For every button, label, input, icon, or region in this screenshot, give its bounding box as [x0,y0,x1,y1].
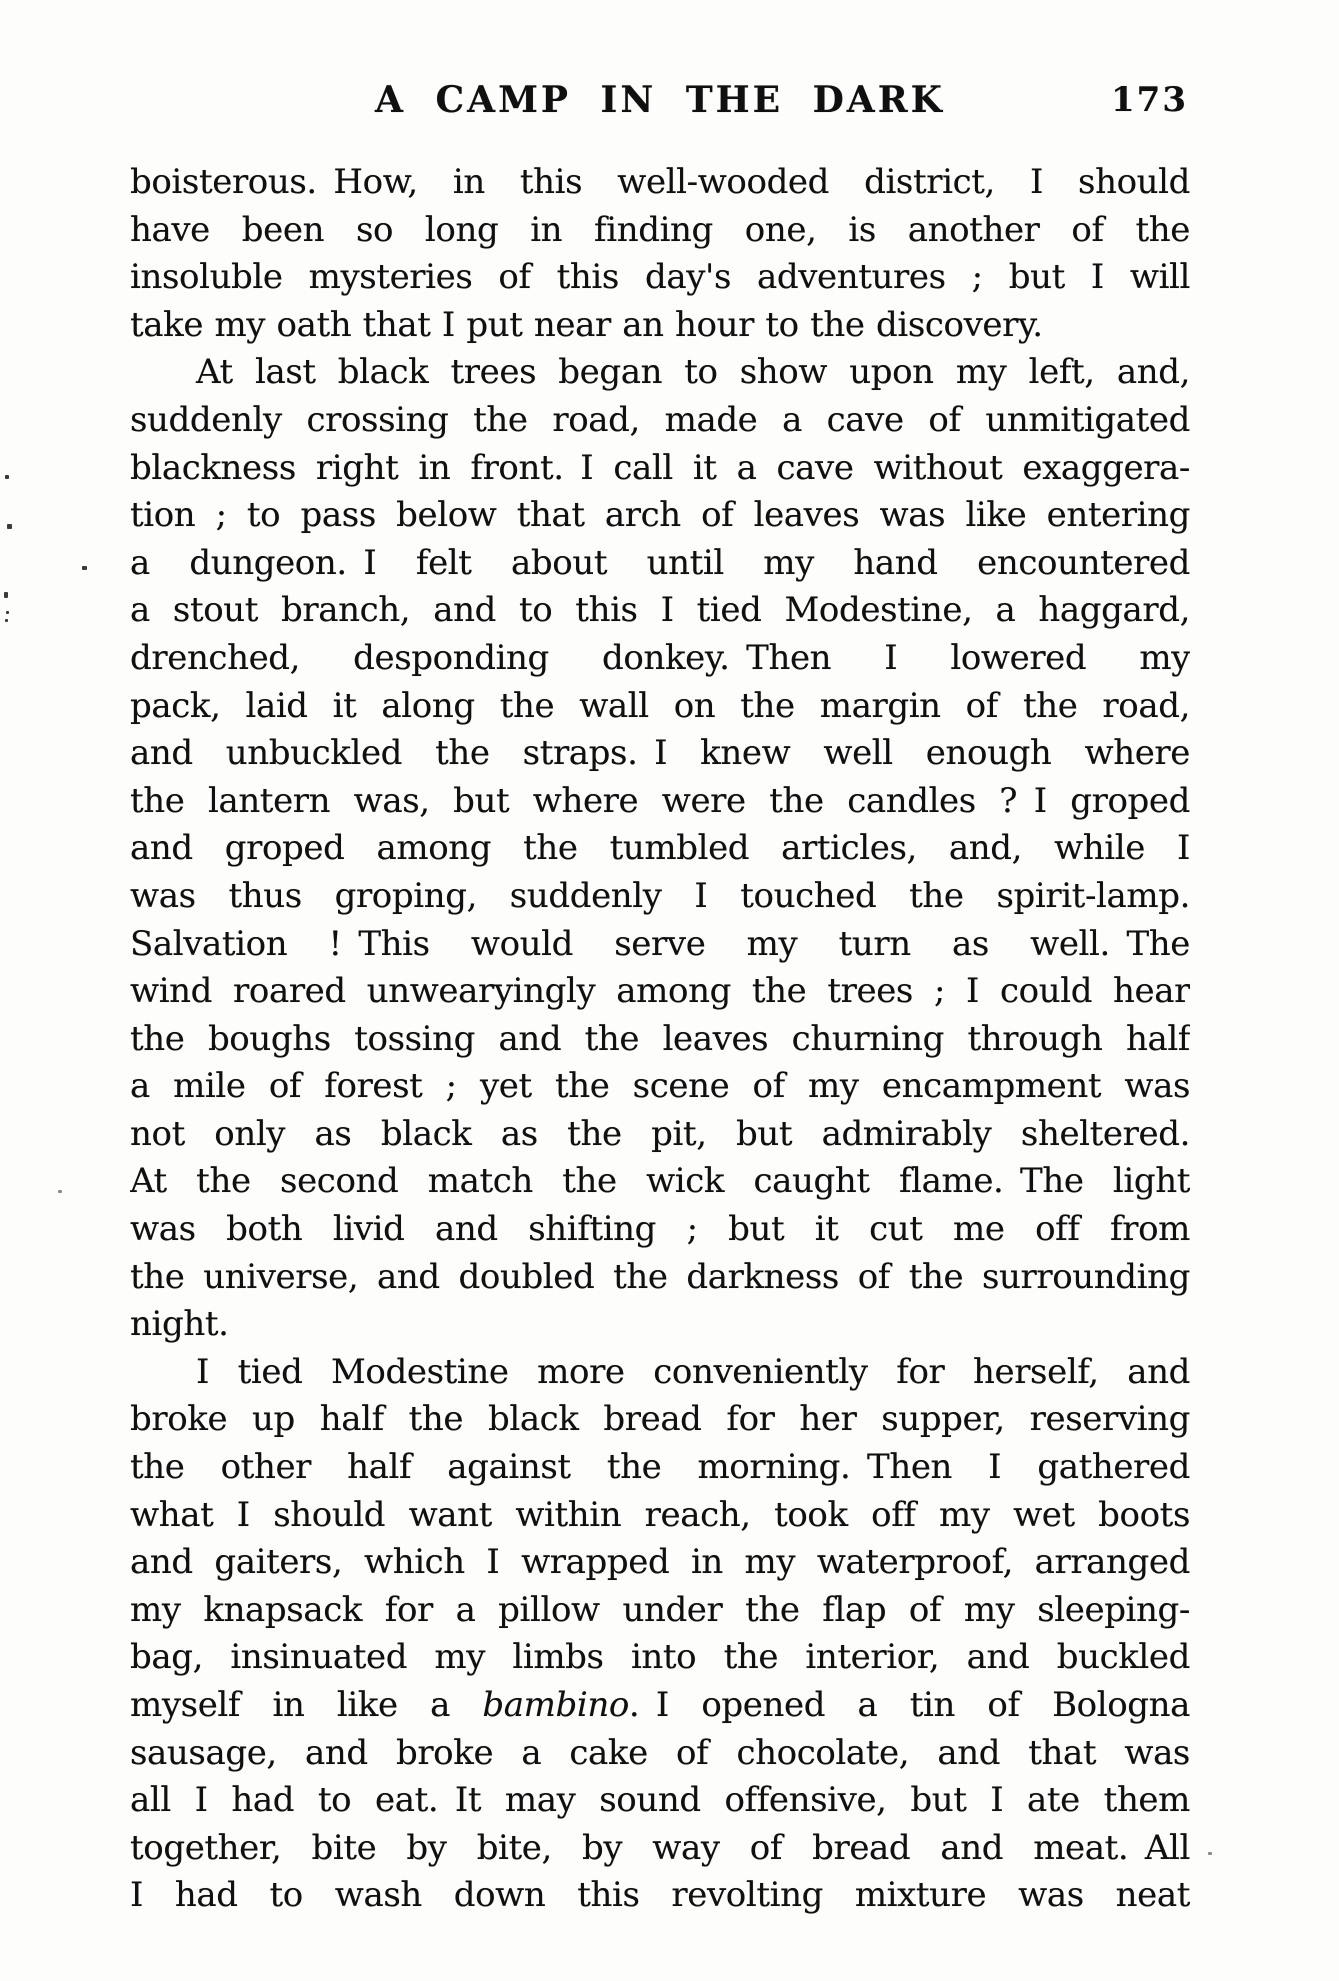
text-line: the boughs tossing and the leaves churning through half [130,1018,1190,1059]
scan-speck [1208,1852,1212,1855]
scan-speck [5,619,8,622]
scan-speck [7,524,12,529]
scan-speck [4,592,8,598]
text-line: sausage, and broke a cake of chocolate, and that was [130,1732,1190,1773]
scan-speck [82,566,87,570]
scan-speck [58,1190,62,1193]
text-line: was both livid and shifting ; but it cut me off from [130,1209,1190,1250]
text-line: was thus groping, suddenly I touched the spirit-lamp. [130,875,1190,916]
text-line: together, bite by bite, by way of bread and meat. All [130,1827,1190,1868]
text-line: Salvation ! This would serve my turn as well. The [130,923,1190,964]
scan-speck [5,475,9,479]
text-line [130,1682,1190,1730]
text-line: At last black trees began to show upon my left, and, [196,352,1190,393]
text-line: boisterous. How, in this well-wooded district, I should [130,162,1190,202]
text-line: insoluble mysteries of this day's adventures ; but I will [130,257,1190,298]
text-line: have been so long in finding one, is another of the [130,209,1190,250]
italic-word: bambino [482,1685,629,1725]
chapter-running-title: A CAMP IN THE DARK [375,79,945,121]
text-line: what I should want within reach, took off my wet boots [130,1494,1190,1535]
text-column [130,0,1190,1920]
text-line: broke up half the black bread for her supper, reserving [130,1399,1190,1440]
text-line: the other half against the morning. Then I gathered [130,1447,1190,1488]
text-segment: myself in like a [130,1685,483,1725]
text-line: a stout branch, and to this I tied Modestine, a haggard, [130,590,1190,631]
text-line: and gaiters, which I wrapped in my waterproof, arranged [130,1542,1190,1583]
text-line: a dungeon. I felt about until my hand encountered [130,542,1190,583]
running-head [130,0,1190,123]
text-line: take my oath that I put near an hour to the discovery. [130,304,1043,345]
text-line: drenched, desponding donkey. Then I lowered my [130,637,1190,678]
scan-speck [6,611,9,614]
text-line: not only as black as the pit, but admirably sheltered. [130,1113,1190,1154]
text-line: bag, insinuated my limbs into the interior, and buckled [130,1637,1190,1678]
text-line: all I had to eat. It may sound offensive, but I ate them [130,1780,1190,1821]
text-line: the universe, and doubled the darkness of the surrounding [130,1256,1190,1297]
text-line: tion ; to pass below that arch of leaves was like entering [130,495,1190,536]
text-line: At the second match the wick caught flame. The light [130,1161,1190,1202]
text-line: I tied Modestine more conveniently for herself, and [196,1351,1190,1392]
text-line: blackness right in front. I call it a cave without exaggera- [130,447,1190,488]
text-line: I had to wash down this revolting mixture was neat [130,1875,1190,1916]
text-segment: . I opened a tin of Bologna [628,1685,1190,1725]
text-line: pack, laid it along the wall on the margin of the road, [130,685,1190,726]
text-line: and unbuckled the straps. I knew well enough where [130,733,1190,774]
text-line: and groped among the tumbled articles, and, while I [130,828,1190,869]
text-line: wind roared unwearyingly among the trees ; I could hear [130,971,1190,1012]
text-line: suddenly crossing the road, made a cave of unmitigated [130,399,1190,440]
text-line: a mile of forest ; yet the scene of my encampment was [130,1066,1190,1107]
text-line: my knapsack for a pillow under the flap of my sleeping- [130,1589,1190,1630]
page-number: 173 [1111,80,1188,120]
text-line: night. [130,1304,229,1345]
text-line: the lantern was, but where were the candles ? I groped [130,780,1190,821]
body-text [130,159,1190,1920]
